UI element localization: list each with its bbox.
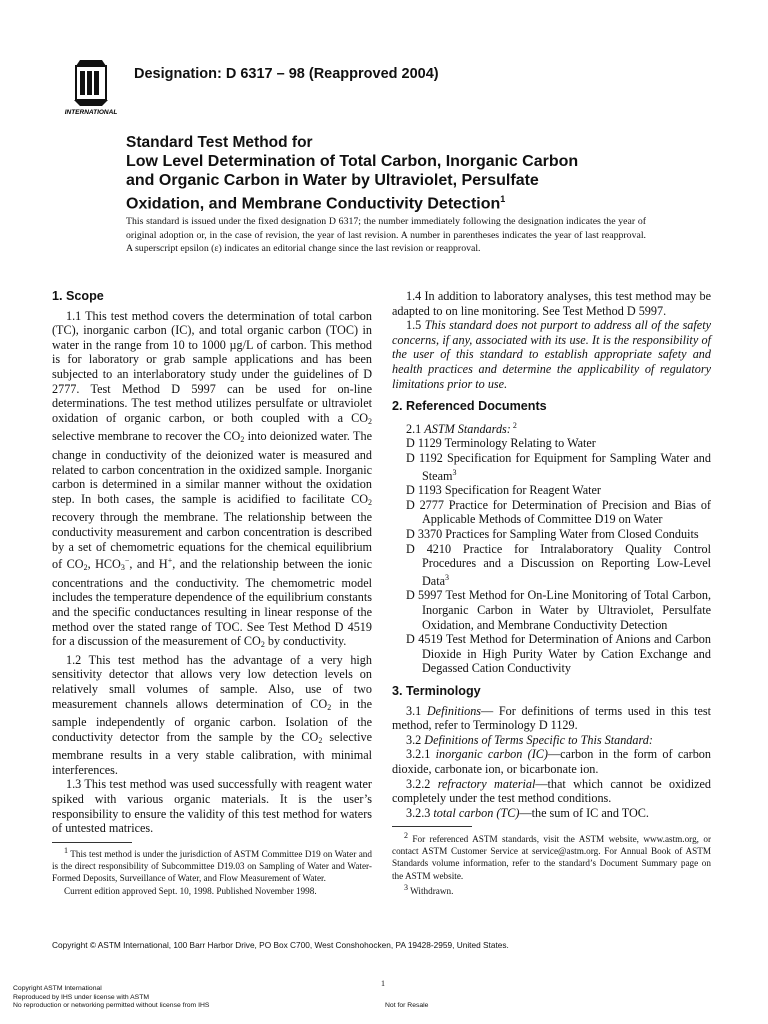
footnote-rule-left (52, 842, 132, 843)
terminology-3-2-1: 3.2.1 inorganic carbon (IC)—carbon in the form of carbon dioxide, carbonate ion, or bicarbonate ion. (392, 747, 711, 776)
title-line-1: Standard Test Method for (126, 134, 313, 151)
referenced-intro: 2.1 ASTM Standards: $^2$ (406, 420, 517, 436)
title-line-2: Low Level Determination of Total Carbon, Inorganic Carbon (126, 153, 579, 170)
terminology-heading: 3. Terminology (392, 684, 481, 699)
title-line-3: and Organic Carbon in Water by Ultraviolet, Persulfate (126, 172, 539, 189)
right-column (392, 289, 711, 820)
footnotes-left (52, 845, 372, 897)
scope-1-4: 1.4 In addition to laboratory analyses, this test method may be adapted to on line monitoring. See Test Method D 5997. (392, 289, 711, 318)
footnote-2: $^2$ For referenced ASTM standards, visit the ASTM website, www.astm.org, or contact ASTM Customer Service at service@astm.org. For Annual Book of ASTM Standards volume information, refer to the standard’s Document Summary page on the ASTM website. (392, 831, 711, 881)
scope-1-5: 1.5 This standard does not purport to address all of the safety concerns, if any, associated with its use. It is the responsibility of the user of this standard to establish appropriate safety and health practices and determine the applicability of regulatory limitations prior to use. (392, 318, 711, 391)
ref-item: D 3370 Practices for Sampling Water from Closed Conduits (406, 527, 699, 542)
scope-1-3: 1.3 This test method was used successfully with reagent water spiked with various organic materials. It is the user’s responsibility to ensure the validity of this test method for waters of untested matrices. (52, 777, 372, 836)
scope-1-2: 1.2 This test method has the advantage of a very high sensitivity detector that allows very low detection levels on relatively small volumes of sample. Also, use of two measurement channels allows determination of $CO_2$ in the sample independently of organic carbon. Isolation of the conductivity detector from the sample by the $CO_2$ selective membrane results in a very stable calibration, with minimal interferences. (52, 652, 373, 777)
terminology-3-2-2: 3.2.2 refractory material—that which cannot be oxidized completely under the test method conditions. (392, 776, 711, 806)
terminology-3-1: 3.1 Definitions— For definitions of terms used in this test method, refer to Terminology D 1129. (392, 703, 711, 733)
referenced-heading: 2. Referenced Documents (392, 399, 547, 414)
ihs-stamp: Copyright ASTM International Reproduced by IHS under license with ASTM No reproduction or networking permitted without license from IHS (13, 985, 210, 1009)
footnote-rule-right (392, 826, 472, 827)
terminology-3-2-3: 3.2.3 total carbon (TC)—the sum of IC and TOC. (406, 805, 649, 820)
title-footnote-mark: 1 (500, 194, 506, 204)
document-title (126, 133, 726, 213)
ref-item: D 5997 Test Method for On-Line Monitoring of Total Carbon, Inorganic Carbon in Water by Ultraviolet, Persulfate Oxidation, and Membrane Conductivity Detection (406, 588, 711, 632)
terminology-3-2: 3.2 Definitions of Terms Specific to This Standard: (406, 732, 653, 747)
scope-heading: 1. Scope (52, 289, 104, 303)
page-number: 1 (381, 979, 385, 988)
designation: Designation: D 6317 – 98 (Reapproved 2004) (134, 66, 439, 82)
copyright-line: Copyright © ASTM International, 100 Barr Harbor Drive, PO Box C700, West Conshohocken, PA 19428-2959, United States. (52, 940, 509, 950)
ref-item: D 1192 Specification for Equipment for Sampling Water and Steam$^3$ (406, 451, 711, 483)
left-column (52, 289, 372, 836)
not-for-resale: Not for Resale (385, 1002, 429, 1009)
ref-item: D 4210 Practice for Intralaboratory Quality Control Procedures and a Discussion on Reporting Low-Level Data$^3$ (406, 541, 711, 588)
logo-subtext: INTERNATIONAL (64, 109, 118, 116)
title-line-4: Oxidation, and Membrane Conductivity Detection (126, 195, 501, 213)
referenced-list (392, 436, 711, 676)
ref-item: D 1193 Specification for Reagent Water (406, 483, 601, 498)
scope-1-1: 1.1 This test method covers the determination of total carbon (TC), inorganic carbon (IC), and total organic carbon (TOC) in water in the range from 10 to 1000 µg/L of carbon. This method is for laboratory or grab sample applications and has been subjected to an interlaboratory study under the guidelines of D 2777. Test Method D 5997 can be used for on-line determinations. The test method utilizes persulfate or ultraviolet oxidation of organic carbon, or both coupled with a $CO_2$ selective membrane to recover the $CO_2$ into deionized water. The change in conductivity of the deionized water is measured and related to carbon concentration in the oxidized sample. Inorganic carbon is determined in a similar manner without the oxidation step. In both cases, the sample is acidified to facilitate $CO_2$ recovery through the membrane. The relationship between the conductivity measurement and carbon concentration is described by a set of chemometric equations for the chemical equilibrium of $CO_2$, $HCO_3^-$, and H+, and the relationship between the ionic concentrations and the conductivity. The chemometric model includes the temperature dependence of the equilibrium constants and the specific conductances resulting in linear response of the method over the stated range of TOC. See Test Method D 4519 for a discussion of the measurement of $CO_2$ by conductivity. (52, 308, 372, 650)
ref-item: D 2777 Practice for Determination of Precision and Bias of Applicable Methods of Committee D19 on Water (406, 497, 711, 527)
issuance-note: This standard is issued under the fixed designation D 6317; the number immediately following the designation indicates the year of original adoption or, in the case of revision, the year of last revision. A number in parentheses indicates the year of last reapproval. A superscript epsilon (ε) indicates an editorial change since the last revision or reapproval. (126, 216, 646, 255)
footnote-3: $^3$ Withdrawn. (404, 882, 454, 896)
footnote-1-approval: Current edition approved Sept. 10, 1998. Published November 1998. (64, 885, 317, 896)
footnote-1: $^1$ This test method is under the jurisdiction of ASTM Committee D19 on Water and is the direct responsibility of Subcommittee D19.03 on Sampling of Water and Water-Formed Deposits, Surveillance of Water, and Flow Measurement of Water. (52, 846, 372, 884)
astm-logo (58, 56, 124, 116)
footnotes-right (392, 830, 711, 897)
ref-item: D 1129 Terminology Relating to Water (406, 436, 596, 451)
ref-item: D 4519 Test Method for Determination of Anions and Carbon Dioxide in High Purity Water by Cation Exchange and Degassed Cation Conductivity (406, 632, 711, 676)
